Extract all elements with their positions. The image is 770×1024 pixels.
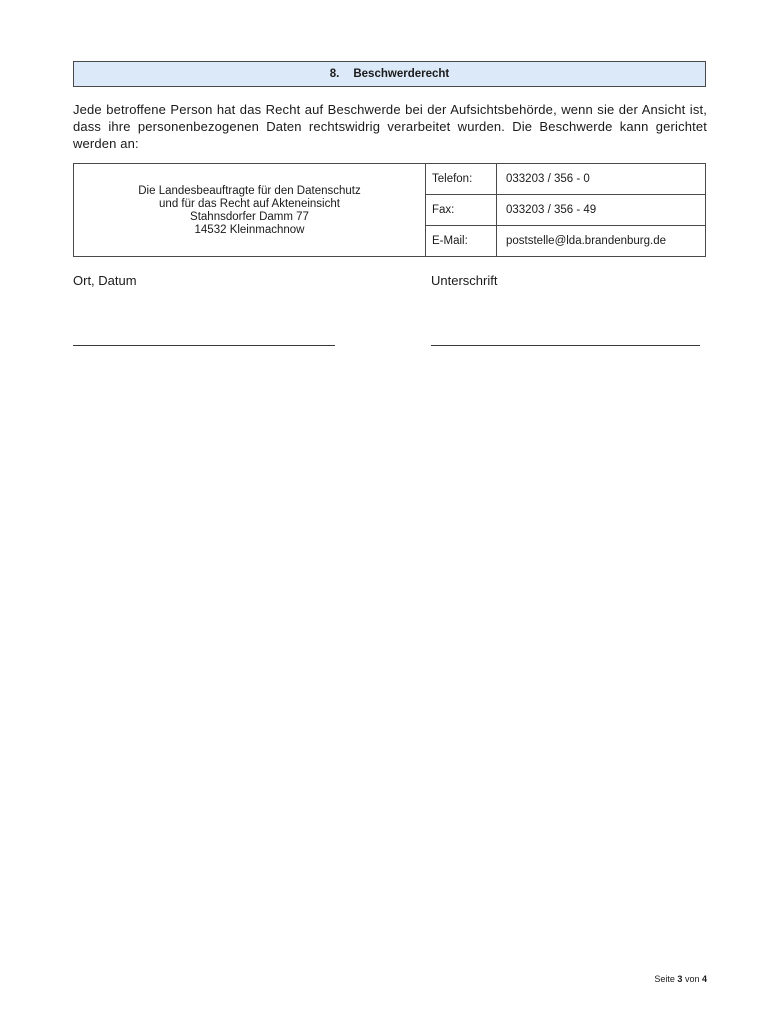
phone-label: Telefon: — [426, 164, 497, 195]
page-footer — [654, 974, 707, 984]
section-header — [73, 61, 706, 87]
authority-name-line2: und für das Recht auf Akteneinsicht — [159, 198, 340, 210]
authority-city: 14532 Kleinmachnow — [194, 224, 305, 236]
place-date-label: Ort, Datum — [73, 273, 137, 288]
footer-total-pages: 4 — [701, 974, 707, 984]
signature-label: Unterschrift — [431, 273, 498, 288]
place-date-line[interactable] — [73, 345, 335, 346]
footer-current-page: 3 — [677, 974, 683, 984]
section-number: 8. — [329, 68, 340, 80]
signature-line[interactable] — [431, 345, 700, 346]
authority-contact-table — [73, 163, 706, 257]
footer-prefix: Seite — [654, 974, 675, 984]
table-row — [74, 164, 706, 195]
section-title: Beschwerderecht — [353, 68, 450, 80]
email-label: E-Mail: — [426, 226, 497, 257]
intro-paragraph: Jede betroffene Person hat das Recht auf Beschwerde bei der Aufsichtsbehörde, wenn sie der Ansicht ist, dass ihre personenbezogenen Daten rechtswidrig verarbeitet wurden. Die Beschwerde kann gerichtet werden an: — [73, 102, 707, 151]
fax-value: 033203 / 356 - 49 — [497, 195, 706, 226]
footer-separator: von — [684, 974, 700, 984]
authority-address — [74, 164, 426, 257]
authority-street: Stahnsdorfer Damm 77 — [190, 211, 309, 223]
fax-label: Fax: — [426, 195, 497, 226]
email-value: poststelle@lda.brandenburg.de — [497, 226, 706, 257]
phone-value: 033203 / 356 - 0 — [497, 164, 706, 195]
authority-name-line1: Die Landesbeauftragte für den Datenschutz — [138, 185, 361, 197]
